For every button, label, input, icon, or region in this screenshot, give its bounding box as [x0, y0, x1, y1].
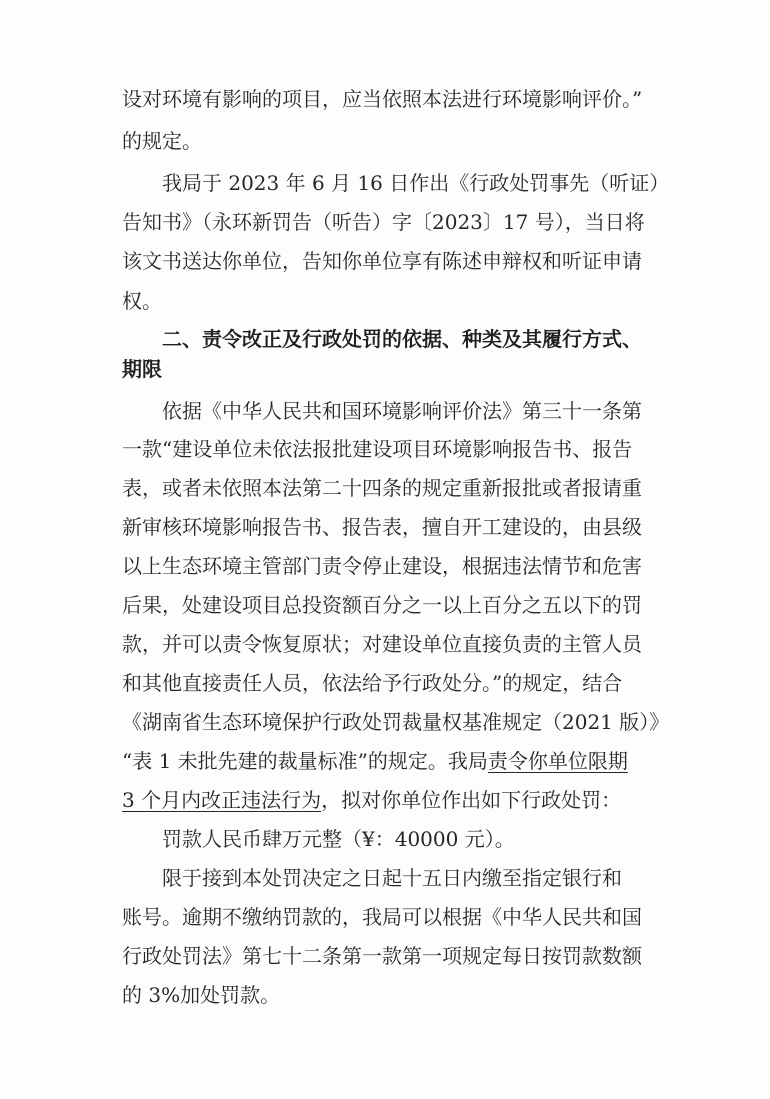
text-line: 的规定。 [122, 129, 202, 153]
text-line: 以上生态环境主管部门责令停止建设，根据违法情节和危害 [122, 554, 642, 578]
text-line: 后果，处建设项目总投资额百分之一以上百分之五以下的罚 [122, 593, 642, 617]
text-line: 新审核环境影响报告书、报告表，擅自开工建设的，由县级 [122, 515, 642, 539]
text-line: 一款“建设单位未依法报批建设项目环境影响报告书、报告 [122, 437, 633, 461]
text-line-with-underline [122, 748, 628, 774]
text-segment: “表 1 未批先建的裁量标准”的规定。我局 [122, 749, 488, 773]
text-line: 限于接到本处罚决定之日起十五日内缴至指定银行和 [162, 866, 622, 890]
text-line: 设对环境有影响的项目，应当依照本法进行环境影响评价。” [122, 87, 643, 111]
underlined-text: 3 个月内改正违法行为 [122, 788, 322, 812]
text-line: 账号。逾期不缴纳罚款的，我局可以根据《中华人民共和国 [122, 905, 642, 929]
text-line: 告知书》（永环新罚告（听告）字〔2023〕17 号），当日将 [122, 210, 645, 234]
section-heading: 二、责令改正及行政处罚的依据、种类及其履行方式、 [162, 327, 642, 351]
text-line: 《湖南省生态环境保护行政处罚裁量权基准规定（2021 版）》 [122, 710, 670, 734]
text-segment: ，拟对你单位作出如下行政处罚： [321, 788, 622, 812]
text-line-with-underline [122, 787, 621, 813]
text-line: 的 3%加处罚款。 [122, 983, 281, 1007]
text-line: 表，或者未依照本法第二十四条的规定重新报批或者报请重 [122, 476, 642, 500]
text-line: 行政处罚法》第七十二条第一款第一项规定每日按罚款数额 [122, 944, 642, 968]
text-line: 我局于 2023 年 6 月 16 日作出《行政处罚事先（听证） [162, 171, 670, 195]
text-line: 和其他直接责任人员，依法给予行政处分。”的规定，结合 [122, 671, 623, 695]
text-line: 权。 [122, 289, 162, 313]
text-line: 款，并可以责令恢复原状；对建设单位直接负责的主管人员 [122, 632, 642, 656]
section-heading: 期限 [122, 357, 162, 381]
underlined-text: 责令你单位限期 [487, 749, 628, 773]
text-line: 罚款人民币肆万元整（¥：40000 元）。 [162, 827, 515, 851]
text-line: 依据《中华人民共和国环境影响评价法》第三十一条第 [162, 399, 642, 423]
text-line: 该文书送达你单位，告知你单位享有陈述申辩权和听证申请 [122, 249, 642, 273]
